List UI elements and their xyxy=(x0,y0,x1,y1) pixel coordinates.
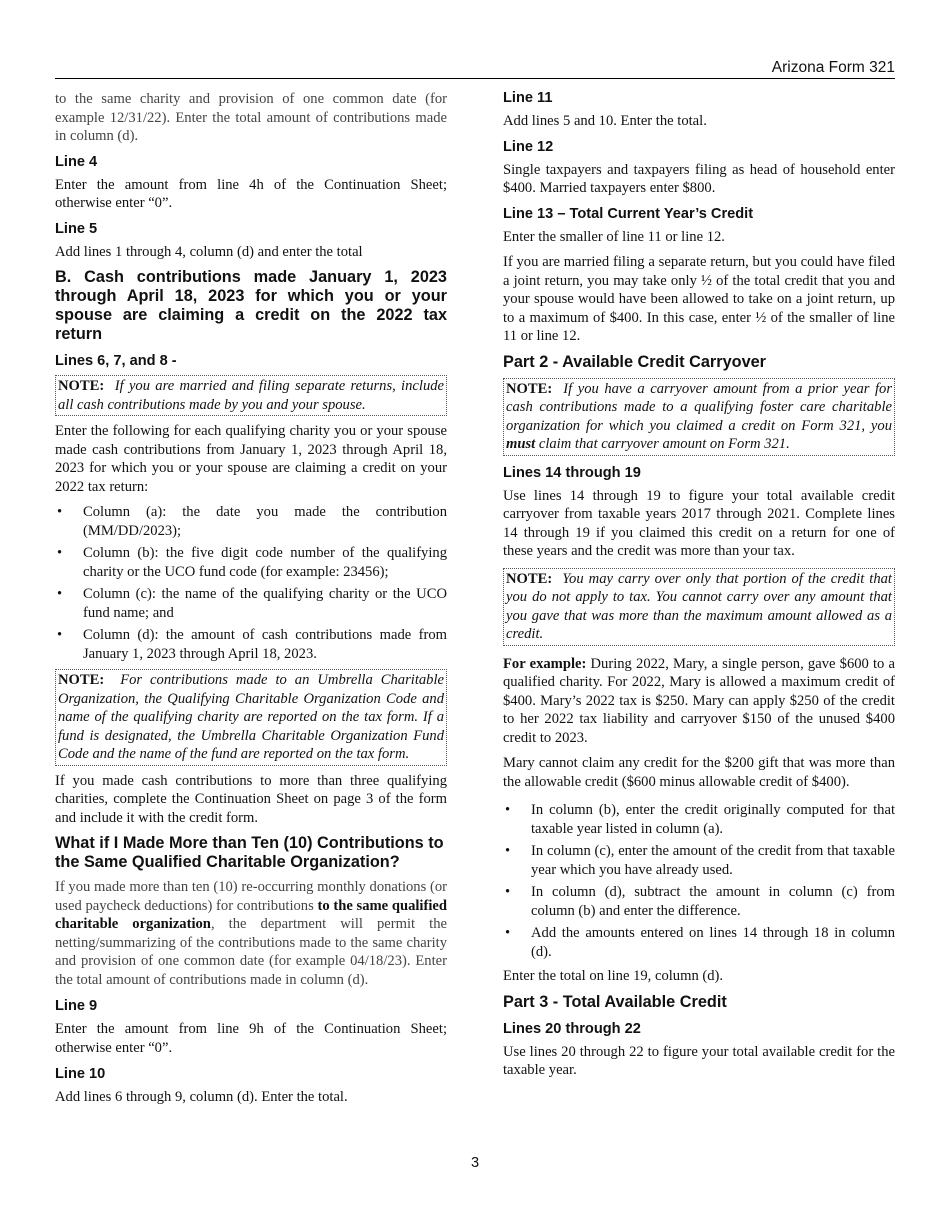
enter-total-paragraph: Enter the total on line 19, column (d). xyxy=(503,968,724,984)
list-item: • In column (c), enter the amount of the credit from that taxable year which you have already used. xyxy=(505,843,895,878)
bullet-icon: • xyxy=(505,802,511,818)
line4-text: Enter the amount from line 4h of the Continuation Sheet; otherwise enter “0”. xyxy=(55,176,447,211)
line13-married-paragraph: If you are married filing a separate return, but you could have filed a joint return, you may take only ½ of the total credit that you and your spouse would have been allowed to take on a joint return, up to a maximum of $400. In this case, enter ½ of the smaller of line 11 or line 12. xyxy=(503,254,895,344)
header-rule xyxy=(55,78,895,79)
note-label: NOTE: xyxy=(506,380,553,397)
part3-heading: Part 3 - Total Available Credit xyxy=(503,992,727,1011)
list-item: • Column (b): the five digit code number of the qualifying charity or the UCO fund code (for example: 23456); xyxy=(57,545,447,580)
lines-20-22-text: Use lines 20 through 22 to figure your total available credit for the taxable year. xyxy=(503,1043,895,1078)
left-column xyxy=(55,90,447,1114)
part2-heading: Part 2 - Available Credit Carryover xyxy=(503,352,767,371)
mary-paragraph: Mary cannot claim any credit for the $200 gift that was more than the allowable credit ($600 minus allowable credit of $400). xyxy=(503,755,895,790)
bullet-icon: • xyxy=(57,627,63,643)
column-instructions-list xyxy=(55,503,447,663)
line11-heading: Line 11 xyxy=(503,90,553,106)
section-b-heading: B. Cash contributions made January 1, 2023 through April 18, 2023 for which you or your spouse are claiming a credit on the 2022 tax return xyxy=(55,268,447,343)
list-item: • Add the amounts entered on lines 14 through 18 in column (d). xyxy=(505,925,895,960)
bullet-icon: • xyxy=(57,504,63,520)
bullet-icon: • xyxy=(57,586,63,602)
enter-following-paragraph: Enter the following for each qualifying charity you or your spouse made cash contributions from January 1, 2023 through April 18, 2023 for which you or your spouse are claiming a credit on your 2022 tax return: xyxy=(55,423,447,495)
right-column xyxy=(503,89,895,1087)
page-number: 3 xyxy=(470,1155,480,1171)
line11-text: Add lines 5 and 10. Enter the total. xyxy=(503,113,707,129)
note-married-separate xyxy=(55,375,447,416)
list-item: • Column (a): the date you made the contribution (MM/DD/2023); xyxy=(57,504,447,539)
list-item: • In column (b), enter the credit originally computed for that taxable year listed in column (a). xyxy=(505,802,895,837)
line5-heading: Line 5 xyxy=(55,220,98,237)
line12-text: Single taxpayers and taxpayers filing as head of household enter $400. Married taxpayers enter $800. xyxy=(503,161,895,196)
carryover-instructions-list xyxy=(503,801,895,961)
note-carryover-prior-year xyxy=(503,378,895,456)
lines-14-19-text: Use lines 14 through 19 to figure your total available credit carryover from taxable years 2017 through 2021. Complete lines 14 through 19 if you claimed this credit on a return for one of these years and the credit was more than your tax. xyxy=(503,487,895,559)
line10-text: Add lines 6 through 9, column (d). Enter the total. xyxy=(55,1089,348,1105)
bullet-icon: • xyxy=(505,925,511,941)
bullet-icon: • xyxy=(505,884,511,900)
lines-14-19-heading: Lines 14 through 19 xyxy=(503,464,641,481)
list-item: • Column (d): the amount of cash contributions made from January 1, 2023 through April 18, 2023. xyxy=(57,627,447,662)
line13-heading: Line 13 – Total Current Year’s Credit xyxy=(503,205,754,222)
note-text: If you have a carryover amount from a prior year for cash contributions made to a qualifying foster care charitable organization for which you claimed a credit on Form 321, you must claim that carryover amount on Form 321. xyxy=(506,380,893,452)
note-umbrella-organization xyxy=(55,669,447,766)
line12-heading: Line 12 xyxy=(503,138,554,155)
note-text: You may carry over only that portion of the credit that you do not apply to tax. You cannot carry over any amount that you gave that was more than the maximum amount allowed as a credit. xyxy=(506,570,892,642)
ten-contributions-paragraph: If you made more than ten (10) re-occurring monthly donations (or used paycheck deductions) for contributions to the same qualified charitable organization, the department will permit the netting/summarizing of the contributions made to the same charity and provision of one common date (for example 04/18/23). Enter the total amount of contributions made in column (d). xyxy=(55,879,447,988)
ten-contributions-heading: What if I Made More than Ten (10) Contributions to the Same Qualified Charitable Organization? xyxy=(55,834,444,871)
list-item: • In column (d), subtract the amount in column (c) from column (b) and enter the difference. xyxy=(505,884,895,919)
lines-20-22-heading: Lines 20 through 22 xyxy=(503,1020,641,1037)
line5-text: Add lines 1 through 4, column (d) and enter the total xyxy=(55,243,363,260)
note-carryover-portion xyxy=(503,568,895,646)
lines-6-7-8-heading: Lines 6, 7, and 8 - xyxy=(55,353,177,369)
intro-paragraph: to the same charity and provision of one common date (for example 12/31/22). Enter the total amount of contributions made in column (d). xyxy=(55,91,447,144)
line13-text: Enter the smaller of line 11 or line 12. xyxy=(503,228,725,245)
note-label: NOTE: xyxy=(58,672,105,688)
note-text: If you are married and filing separate returns, include all cash contributions made by you and your spouse. xyxy=(58,378,445,413)
form-title: Arizona Form 321 xyxy=(771,59,895,76)
line9-text: Enter the amount from line 9h of the Continuation Sheet; otherwise enter “0”. xyxy=(55,1021,447,1056)
example-paragraph: For example: During 2022, Mary, a single person, gave $600 to a qualified charity. For 2022, Mary is allowed a maximum credit of $400. Mary’s 2022 tax is $250. Mary can apply $250 of the credit to her 2022 tax liability and carryover $150 of the unused $400 credit to 2023. xyxy=(503,655,896,746)
bullet-icon: • xyxy=(505,843,511,859)
note-label: NOTE: xyxy=(58,378,105,394)
line10-heading: Line 10 xyxy=(55,1066,106,1082)
more-than-three-paragraph: If you made cash contributions to more than three qualifying charities, complete the Continuation Sheet on page 3 of the form and include it with the credit form. xyxy=(55,772,447,826)
note-text: For contributions made to an Umbrella Charitable Organization, the Qualifying Charitable Organization Code and name of the qualifying charity are reported on the tax form. If a fund is designated, the Umbrella Charitable Organization Fund Code and the name of the fund are reported on the tax form. xyxy=(58,672,445,762)
bullet-icon: • xyxy=(57,545,63,561)
note-label: NOTE: xyxy=(506,570,553,587)
line9-heading: Line 9 xyxy=(55,998,98,1014)
list-item: • Column (c): the name of the qualifying charity or the UCO fund name; and xyxy=(57,586,447,621)
line4-heading: Line 4 xyxy=(55,153,98,170)
